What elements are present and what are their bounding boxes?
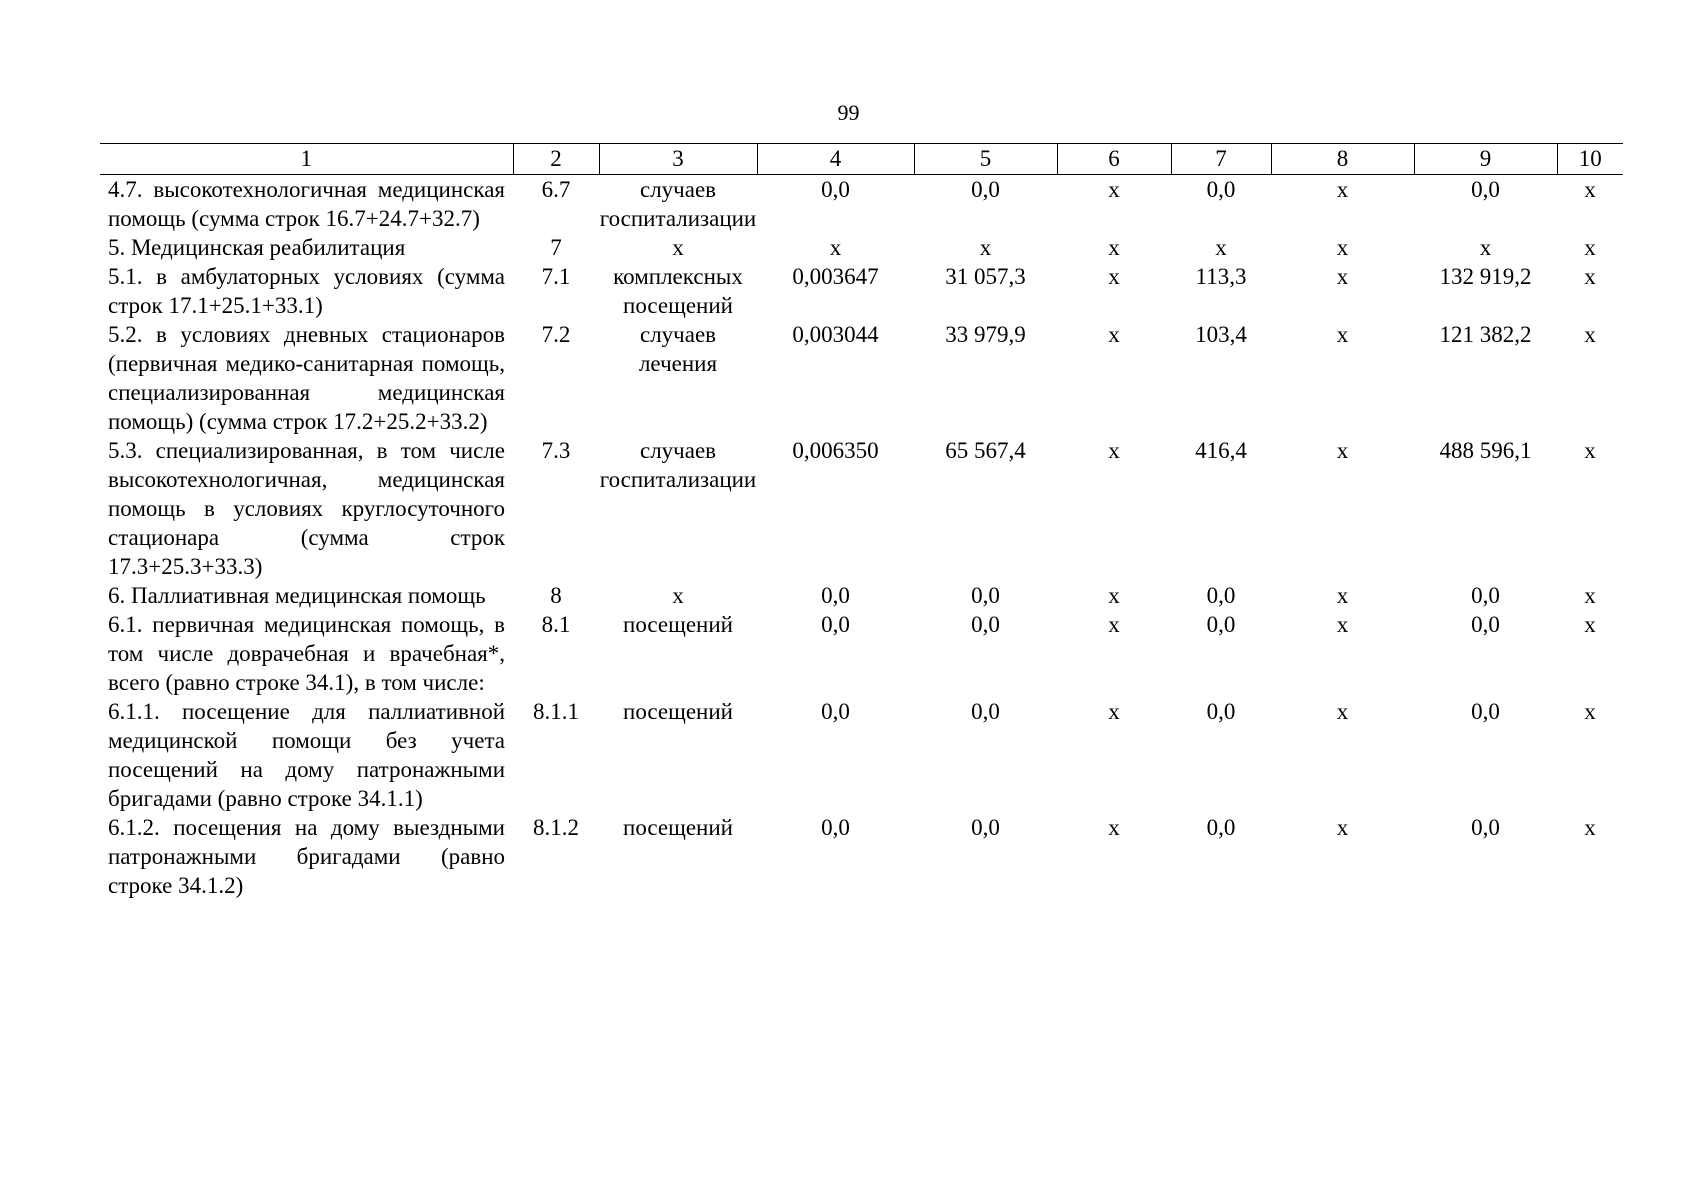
value-cell-5: х [979,235,992,260]
value-cell-5: 0,0 [971,815,1000,840]
value-cell-6: х [1108,235,1120,260]
value-cell-6: х [1108,815,1120,840]
value-cell-7: 0,0 [1206,699,1236,724]
table-header [100,144,1623,175]
page-number: 99 [837,100,860,125]
row-unit-cell: посещений [623,699,733,724]
table-row [100,175,1623,234]
row-code-cell: 8.1.1 [533,699,579,724]
value-cell-4: 0,0 [821,699,850,724]
value-cell-8: х [1336,322,1349,347]
value-cell-6: х [1108,438,1120,463]
row-code-cell: 8 [550,583,562,608]
table-row [100,697,1623,813]
value-cell-5: 0,0 [971,612,1000,637]
column-header: 3 [599,144,757,175]
value-cell-8: х [1336,699,1349,724]
value-cell-6: х [1108,699,1120,724]
value-cell-10: х [1584,177,1596,202]
value-cell-7: 103,4 [1195,322,1247,347]
value-cell-5: 0,0 [971,583,1000,608]
row-name-cell: 6.1.1. посещение для паллиативной медицинской помощи без учета посещений на дому патронажными бригадами (равно строке 34.1.1) [108,699,505,811]
value-cell-10: х [1584,322,1596,347]
value-cell-6: х [1108,177,1120,202]
value-cell-10: х [1584,264,1596,289]
value-cell-7: 113,3 [1195,264,1247,289]
value-cell-4: 0,0 [821,177,850,202]
row-unit-cell: случаев госпитализации [599,177,757,231]
value-cell-6: х [1108,264,1120,289]
value-cell-8: х [1336,264,1349,289]
data-table [100,143,1623,900]
value-cell-8: х [1336,235,1349,260]
row-name-cell: 5. Медицинская реабилитация [108,235,406,260]
column-header: 1 [100,144,513,175]
value-cell-4: 0,003044 [792,322,879,347]
column-header: 7 [1171,144,1271,175]
value-cell-10: х [1584,699,1596,724]
row-code-cell: 7.1 [541,264,571,289]
row-unit-cell: посещений [623,815,733,840]
value-cell-8: х [1336,612,1349,637]
table-row [100,320,1623,436]
value-cell-7: 416,4 [1195,438,1247,463]
value-cell-9: 0,0 [1471,699,1500,724]
row-code-cell: 8.1.2 [533,815,579,840]
value-cell-5: 0,0 [971,699,1000,724]
row-name-cell: 6. Паллиативная медицинская помощь [108,583,486,608]
value-cell-6: х [1108,583,1120,608]
row-name-cell: 4.7. высокотехнологичная медицинская помощь (сумма строк 16.7+24.7+32.7) [108,177,505,231]
row-code-cell: 7.2 [541,322,571,347]
column-header: 10 [1557,144,1623,175]
value-cell-6: х [1108,612,1120,637]
column-header: 6 [1057,144,1171,175]
row-code-cell: 8.1 [541,612,571,637]
row-unit-cell: случаев госпитализации [599,438,757,492]
column-header: 5 [914,144,1057,175]
row-unit-cell: комплексных посещений [613,264,743,318]
value-cell-9: 0,0 [1471,583,1500,608]
value-cell-4: 0,0 [821,815,850,840]
value-cell-9: 0,0 [1471,815,1500,840]
column-header: 2 [513,144,599,175]
row-unit-cell: х [672,235,684,260]
value-cell-5: 0,0 [971,177,1000,202]
value-cell-7: 0,0 [1206,583,1236,608]
row-code-cell: 7 [550,235,562,260]
value-cell-4: х [829,235,842,260]
table-row [100,813,1623,900]
value-cell-7: х [1215,235,1227,260]
table-row [100,610,1623,697]
value-cell-7: 0,0 [1206,815,1236,840]
value-cell-7: 0,0 [1206,177,1236,202]
value-cell-4: 0,006350 [792,438,879,463]
value-cell-9: 121 382,2 [1439,322,1532,347]
value-cell-10: х [1584,235,1596,260]
row-unit-cell: посещений [623,612,733,637]
value-cell-8: х [1336,177,1349,202]
value-cell-9: 0,0 [1471,612,1500,637]
row-name-cell: 5.1. в амбулаторных условиях (сумма строк 17.1+25.1+33.1) [108,264,505,318]
value-cell-5: 33 979,9 [945,322,1026,347]
value-cell-5: 65 567,4 [945,438,1026,463]
table-row [100,233,1623,262]
row-name-cell: 5.2. в условиях дневных стационаров (первичная медико-санитарная помощь, специализированная медицинская помощь) (сумма строк 17.2+25.2+33.2) [108,322,505,434]
row-name-cell: 6.1.2. посещения на дому выездными патронажными бригадами (равно строке 34.1.2) [108,815,505,898]
row-unit-cell: х [672,583,684,608]
value-cell-9: 0,0 [1471,177,1500,202]
value-cell-10: х [1584,583,1596,608]
value-cell-8: х [1336,583,1349,608]
value-cell-9: 488 596,1 [1439,438,1532,463]
header-row [100,144,1623,175]
table-body [100,175,1623,901]
value-cell-9: 132 919,2 [1439,264,1532,289]
value-cell-7: 0,0 [1206,612,1236,637]
row-code-cell: 7.3 [541,438,571,463]
value-cell-5: 31 057,3 [945,264,1026,289]
row-unit-cell: случаев лечения [638,322,718,376]
value-cell-10: х [1584,815,1596,840]
row-code-cell: 6.7 [541,177,571,202]
column-header: 4 [757,144,914,175]
row-name-cell: 5.3. специализированная, в том числе высокотехнологичная, медицинская помощь в условиях круглосуточного стационара (сумма строк 17.3+25.3+33.3) [108,438,505,579]
value-cell-4: 0,0 [821,612,850,637]
value-cell-8: х [1336,438,1349,463]
value-cell-4: 0,003647 [792,264,879,289]
value-cell-10: х [1584,438,1596,463]
table-row [100,581,1623,610]
value-cell-8: х [1336,815,1349,840]
table-row [100,262,1623,320]
value-cell-4: 0,0 [821,583,850,608]
row-name-cell: 6.1. первичная медицинская помощь, в том числе доврачебная и врачебная*, всего (равно строке 34.1), в том числе: [108,612,505,695]
table-row [100,436,1623,581]
column-header: 8 [1271,144,1414,175]
value-cell-6: х [1108,322,1120,347]
column-header: 9 [1414,144,1557,175]
value-cell-9: х [1479,235,1492,260]
value-cell-10: х [1584,612,1596,637]
